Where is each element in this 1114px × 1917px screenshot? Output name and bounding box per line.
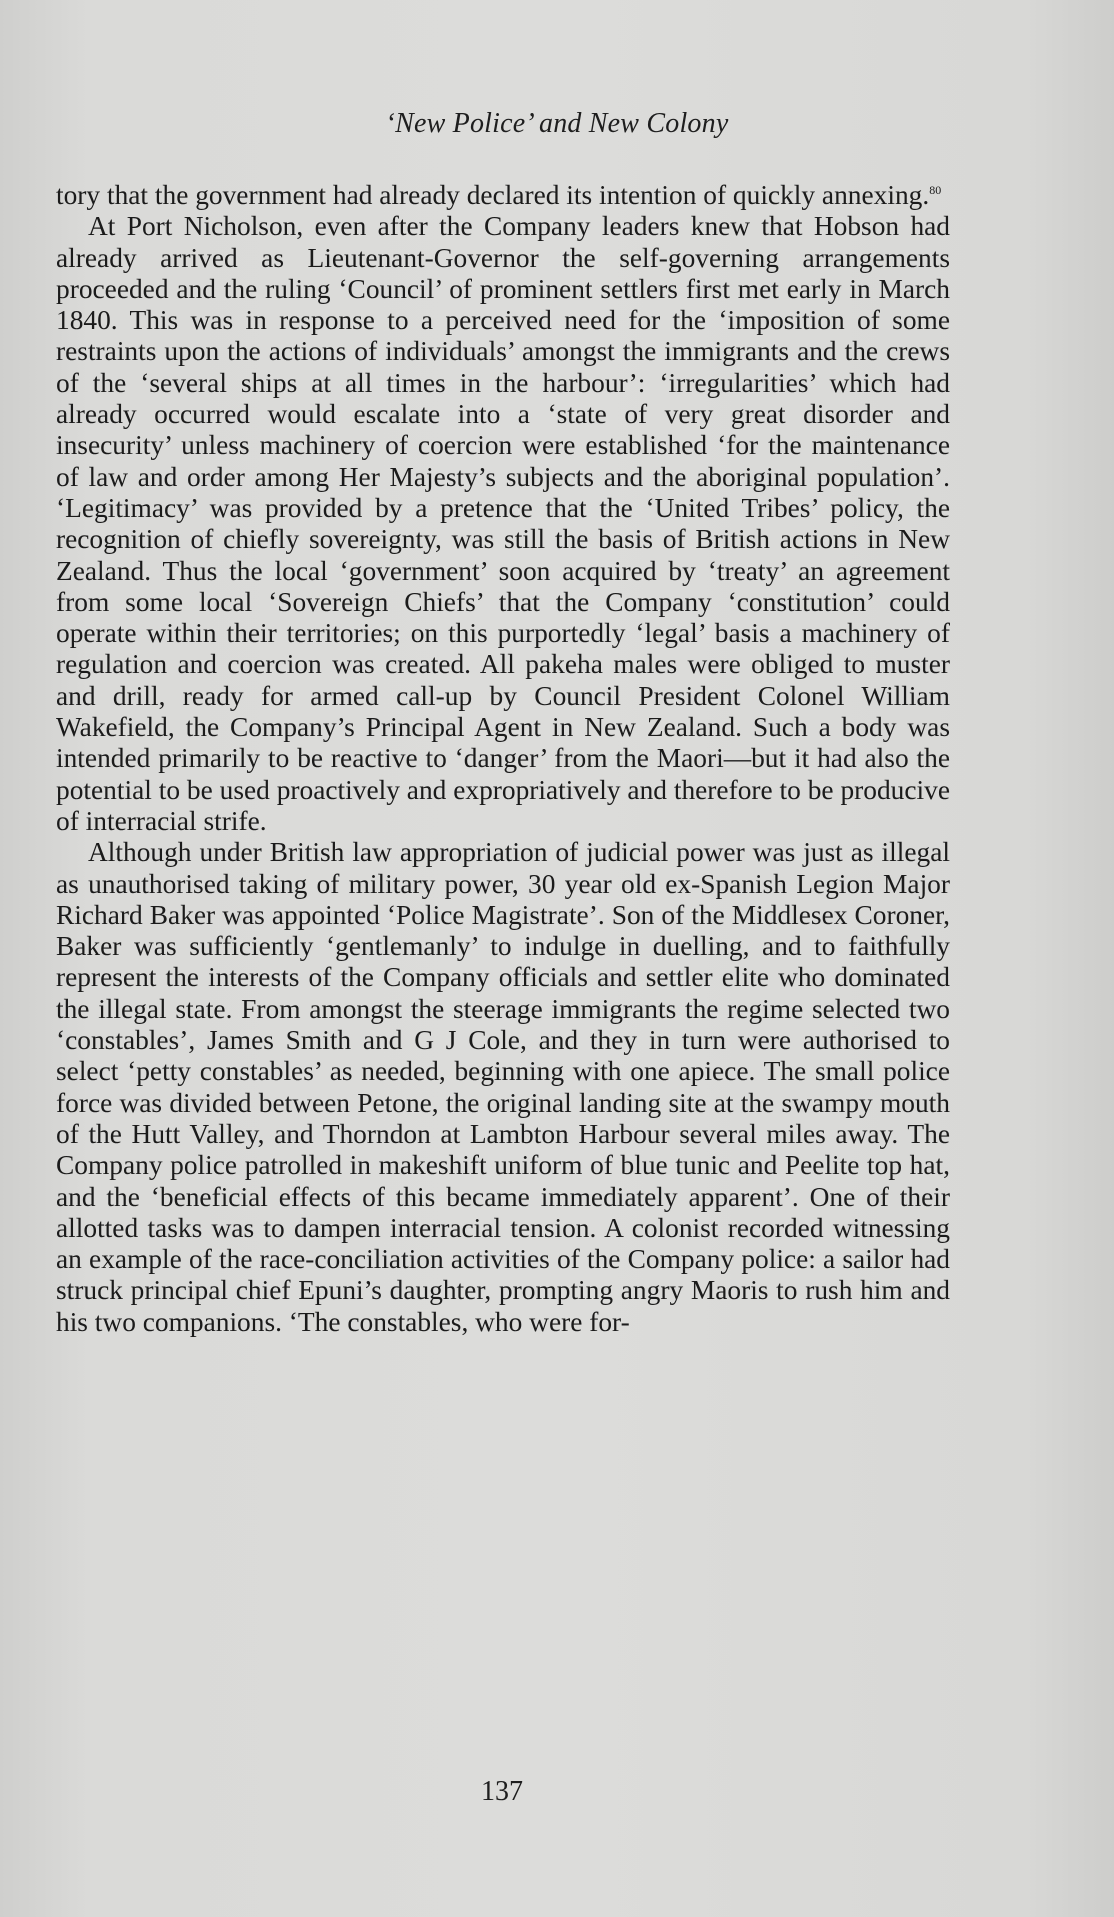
- paragraph-continuation: [56, 180, 950, 211]
- footnote-marker: 80: [929, 182, 942, 197]
- paragraph: Although under British law appropriation of judicial power was just as illegal as unauthorised taking of military power, 30 year old ex-Spanish Legion Major Richard Baker was appointed ‘Police Magistrate’. Son of the Middlesex Coroner, Baker was sufficiently ‘gentlemanly’ to indulge in duelling, and to faithfully represent the interests of the Company officials and settler elite who dominated the illegal state. From amongst the steerage immigrants the regime selected two ‘constables’, James Smith and G J Cole, and they in turn were authorised to select ‘petty constables’ as needed, beginning with one apiece. The small police force was divided between Petone, the original landing site at the swampy mouth of the Hutt Valley, and Thorndon at Lambton Harbour several miles away. The Company police patrolled in makeshift uniform of blue tunic and Peelite top hat, and the ‘beneficial effects of this became immediately apparent’. One of their allotted tasks was to dampen interracial tension. A colonist recorded witnessing an example of the race-conciliation activities of the Company police: a sailor had struck principal chief Epuni’s daughter, prompting angry Maoris to rush him and his two companions. ‘The constables, who were for-: [56, 837, 950, 1337]
- body-text: [56, 180, 950, 1338]
- page-number: 137: [481, 1776, 523, 1807]
- paragraph: At Port Nicholson, even after the Company leaders knew that Hobson had already arrived as Lieutenant-Governor the self-governing arrangements proceeded and the ruling ‘Council’ of prominent settlers first met early in March 1840. This was in response to a perceived need for the ‘imposition of some restraints upon the actions of individuals’ amongst the immigrants and the crews of the ‘several ships at all times in the harbour’: ‘irregularities’ which had already occurred would escalate into a ‘state of very great disorder and insecurity’ unless machinery of coercion were established ‘for the maintenance of law and order among Her Majesty’s subjects and the aboriginal population’. ‘Legitimacy’ was provided by a pretence that the ‘United Tribes’ policy, the recognition of chiefly sovereignty, was still the basis of British actions in New Zealand. Thus the local ‘government’ soon acquired by ‘treaty’ an agreement from some local ‘Sovereign Chiefs’ that the Company ‘constitution’ could operate within their territories; on this purportedly ‘legal’ basis a machinery of regulation and coercion was created. All pakeha males were obliged to muster and drill, ready for armed call-up by Council President Colonel William Wakefield, the Company’s Principal Agent in New Zealand. Such a body was intended primarily to be reactive to ‘danger’ from the Maori—but it had also the potential to be used proactively and expropriatively and therefore to be producive of interracial strife.: [56, 211, 950, 836]
- paragraph-text: tory that the government had already declared its intention of quickly annexing.: [56, 180, 930, 210]
- running-head: ‘New Police’ and New Colony: [385, 108, 729, 139]
